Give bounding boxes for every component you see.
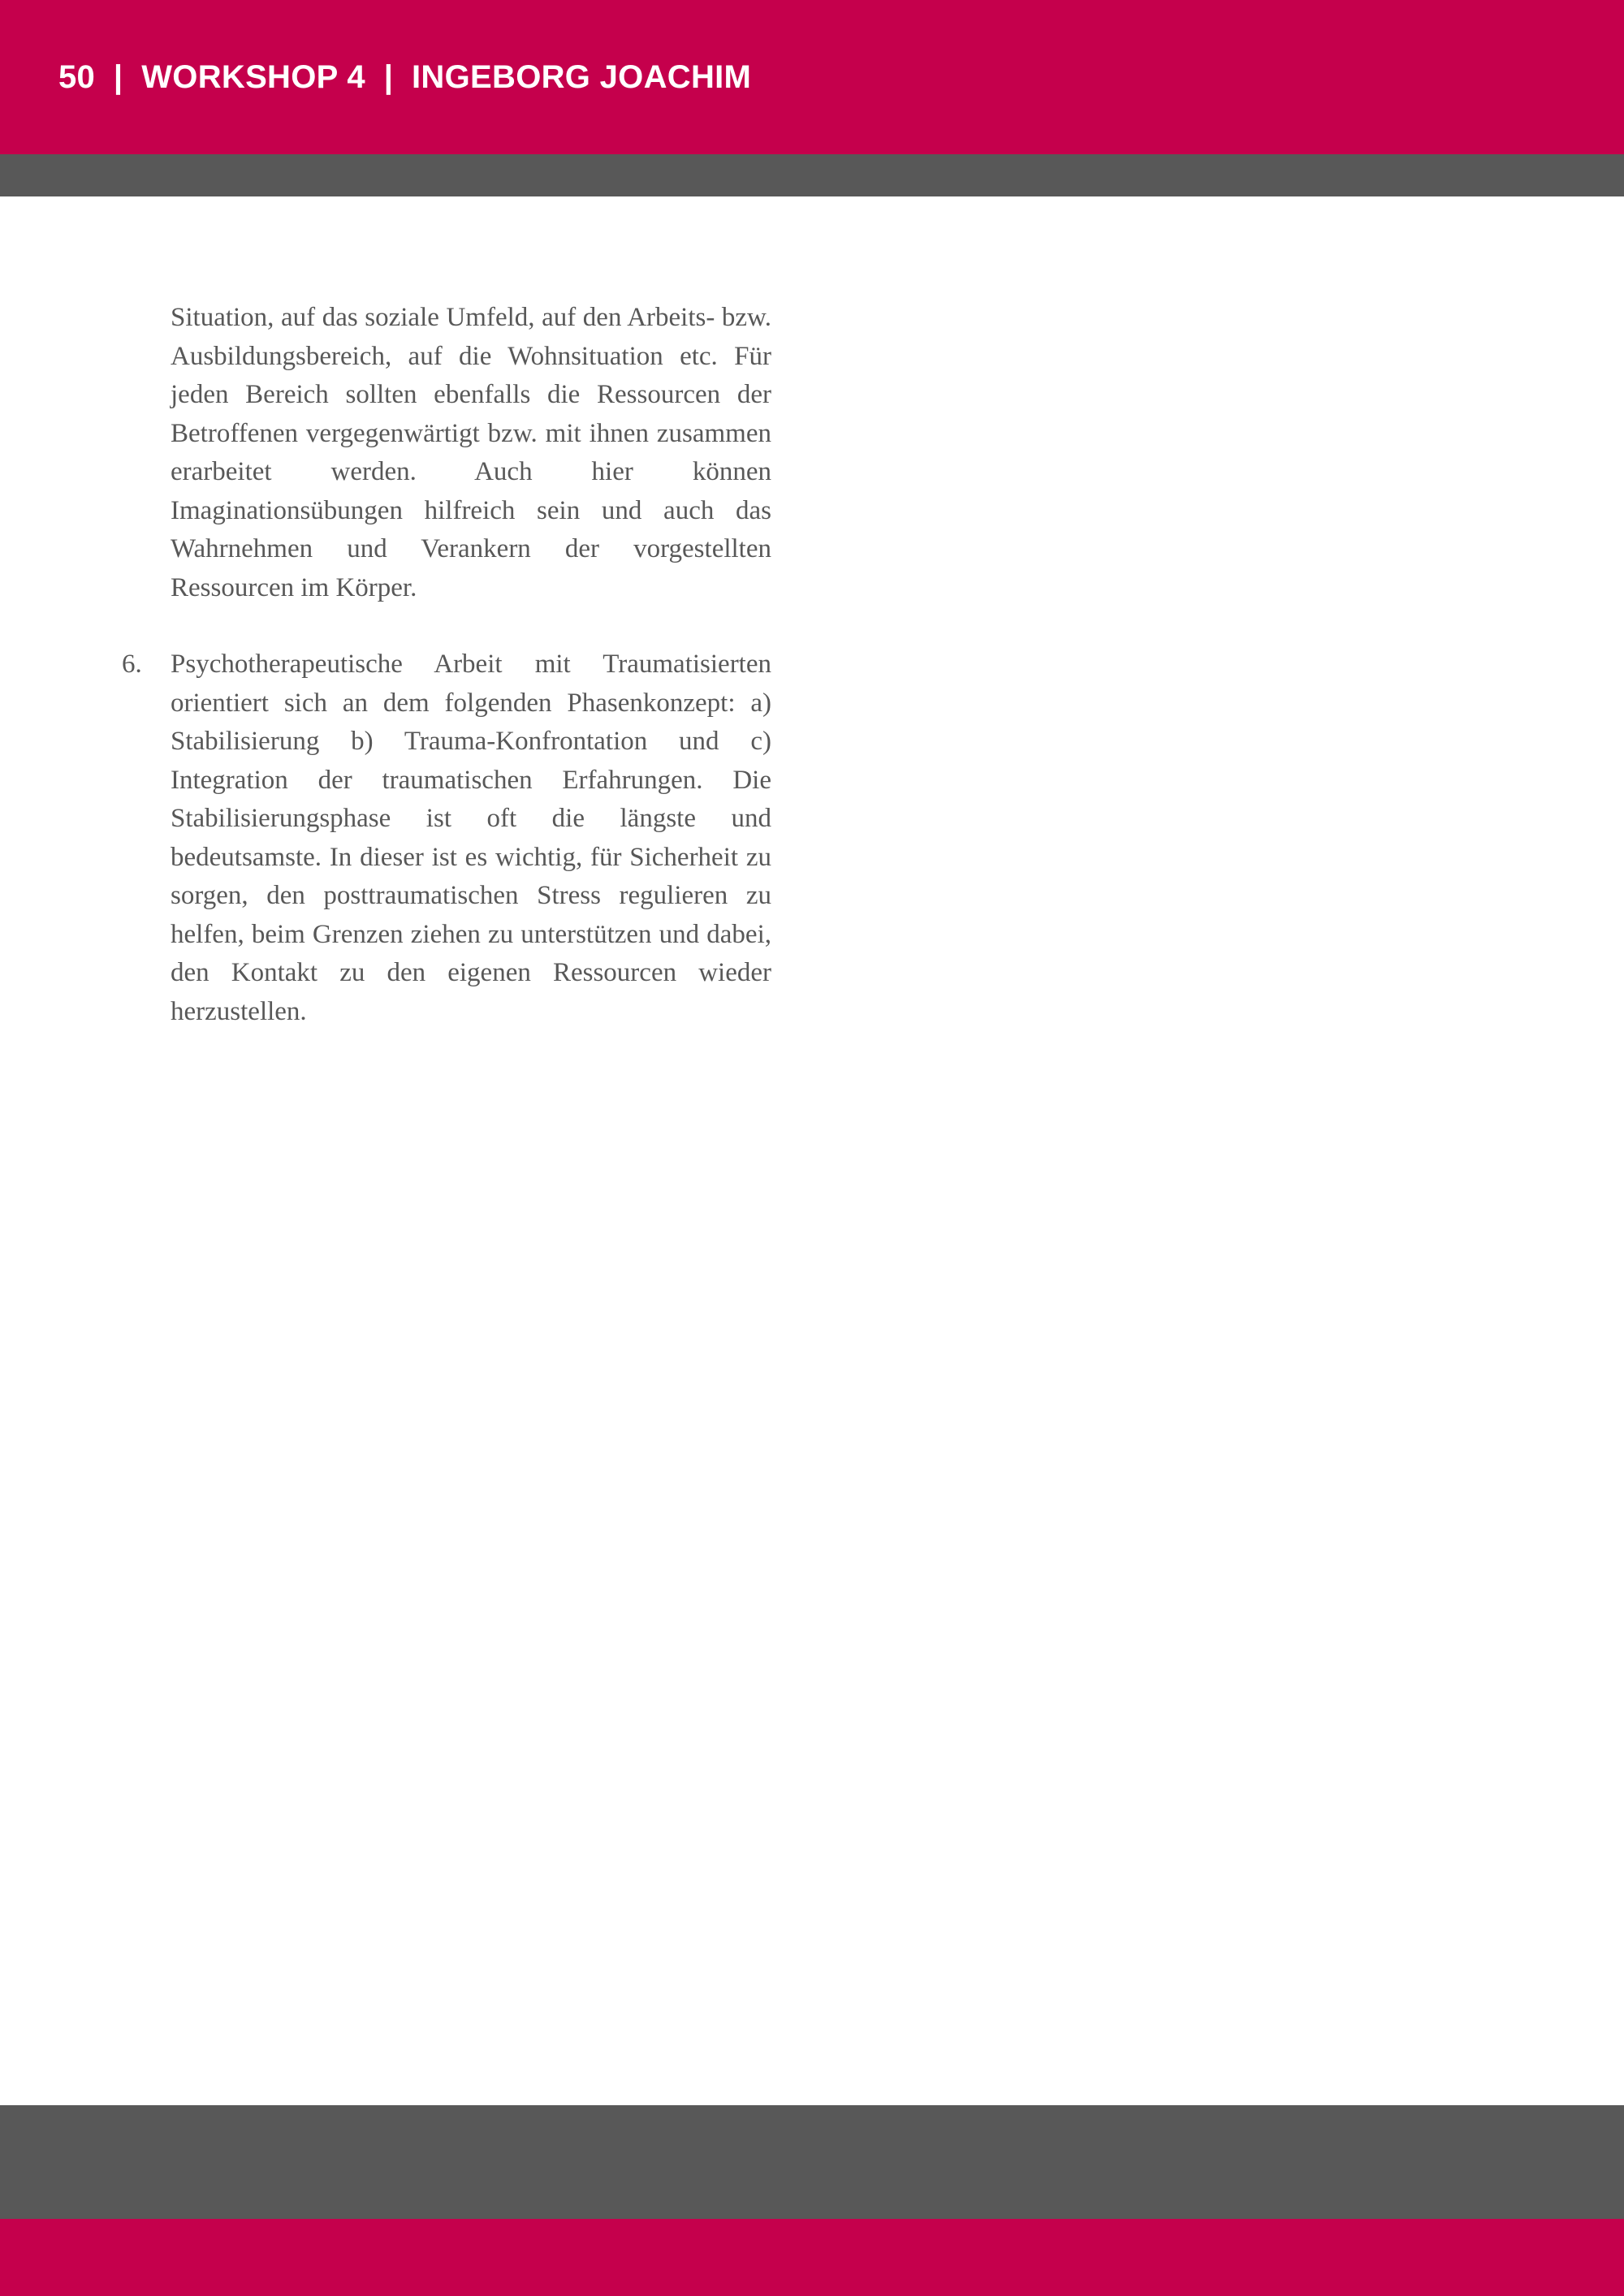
list-item-6: [122, 645, 771, 1031]
footer-gray-stripe: [0, 2105, 1624, 2219]
list-item-number: 6.: [122, 650, 142, 679]
list-item-text: Psychotherapeutische Arbeit mit Traumatisierten orientiert sich an dem folgenden Phasenkonzept: a) Stabilisierung b) Trauma-Konfrontation und c) Integration der traumatischen Erfahrungen. Die Stabilisierungsphase ist oft die längste und bedeutsamste. In dieser ist es wichtig, für Sicherheit zu sorgen, den posttraumatischen Stress regulieren zu helfen, beim Grenzen ziehen zu unterstützen und dabei, den Kontakt zu den eigenen Ressourcen wieder herzustellen.: [171, 650, 771, 1026]
continued-paragraph: Situation, auf das soziale Umfeld, auf den Arbeits- bzw. Ausbildungsbereich, auf die Wohnsituation etc. Für jeden Bereich sollten ebenfalls die Ressourcen der Betroffenen vergegenwärtigt bzw. mit ihnen zusammen erarbeitet werden. Auch hier können Imaginationsübungen hilfreich sein und auch das Wahrnehmen und Verankern der vorgestellten Ressourcen im Körper.: [171, 303, 771, 602]
running-header: 50 | WORKSHOP 4 | INGEBORG JOACHIM: [58, 59, 752, 95]
header-band: [0, 0, 1624, 154]
header-gray-stripe: [0, 154, 1624, 196]
footer-band: [0, 2219, 1624, 2296]
page-body: [122, 299, 771, 1031]
